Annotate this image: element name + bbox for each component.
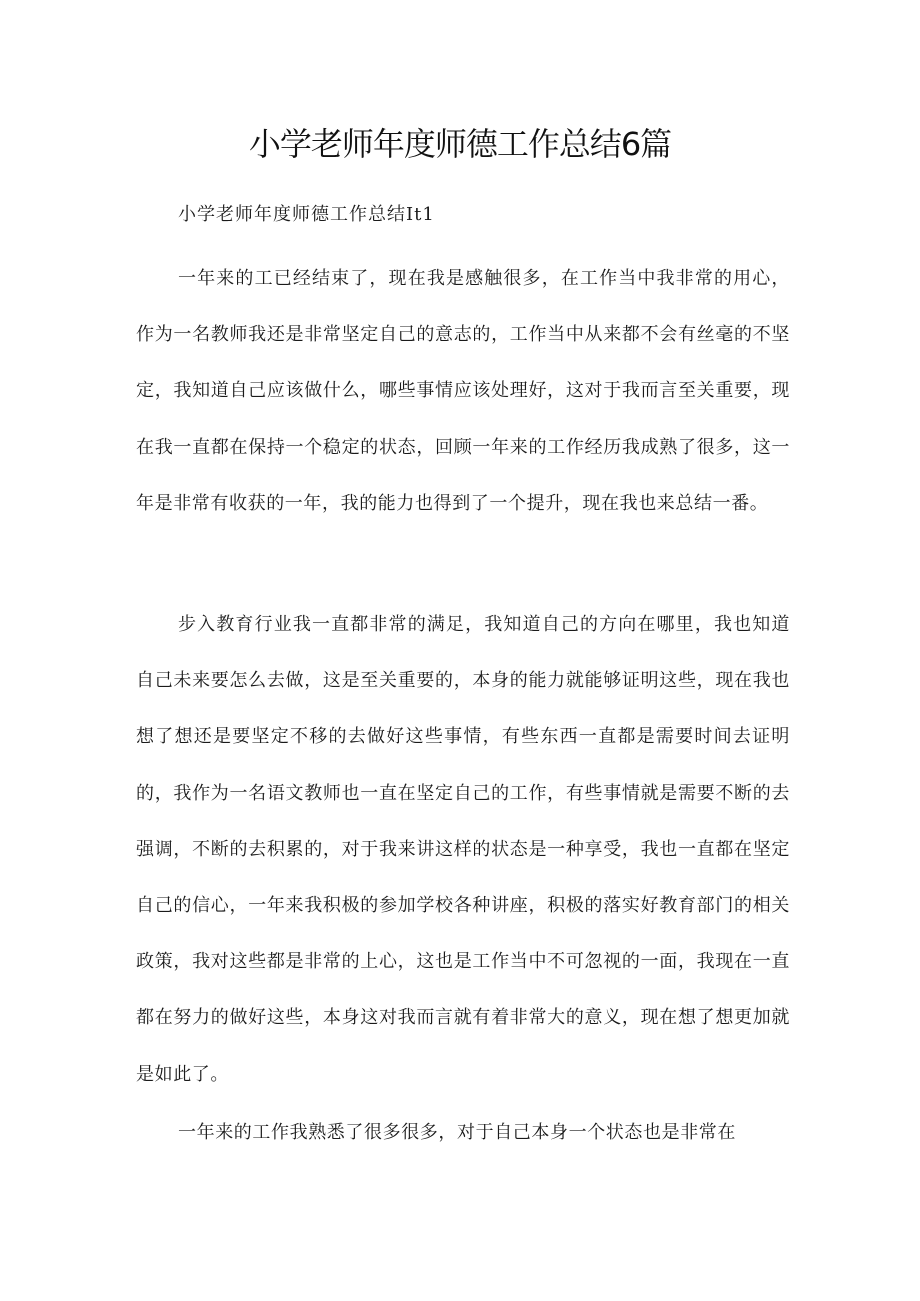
document-subtitle: 小学老师年度师德工作总结It1: [178, 204, 435, 225]
paragraph-1: 一年来的工已经结束了，现在我是感触很多，在工作当中我非常的用心，作为一名教师我还是非常坚定自己的意志的，工作当中从来都不会有丝毫的不坚定，我知道自己应该做什么，哪些事情应该处理好，这对于我而言至关重要，现在我一直都在保持一个稳定的状态，回顾一年来的工作经历我成熟了很多，这一年是非常有收获的一年，我的能力也得到了一个提升，现在我也来总结一番。: [136, 268, 790, 514]
paragraph-2: 步入教育行业我一直都非常的满足，我知道自己的方向在哪里，我也知道自己未来要怎么去做，这是至关重要的，本身的能力就能够证明这些，现在我也想了想还是要坚定不移的去做好这些事情，有些东西一直都是需要时间去证明的，我作为一名语文教师也一直在坚定自己的工作，有些事情就是需要不断的去强调，不断的去积累的，对于我来讲这样的状态是一种享受，我也一直都在坚定自己的信心，一年来我积极的参加学校各种讲座，积极的落实好教育部门的相关政策，我对这些都是非常的上心，这也是工作当中不可忽视的一面，我现在一直都在努力的做好这些，本身这对我而言就有着非常大的意义，现在想了想更加就是如此了。: [136, 614, 790, 1085]
paragraph-3: 一年来的工作我熟悉了很多很多，对于自己本身一个状态也是非常在: [178, 1122, 736, 1143]
document-title: 小学老师年度师德工作总结6篇: [248, 125, 672, 163]
